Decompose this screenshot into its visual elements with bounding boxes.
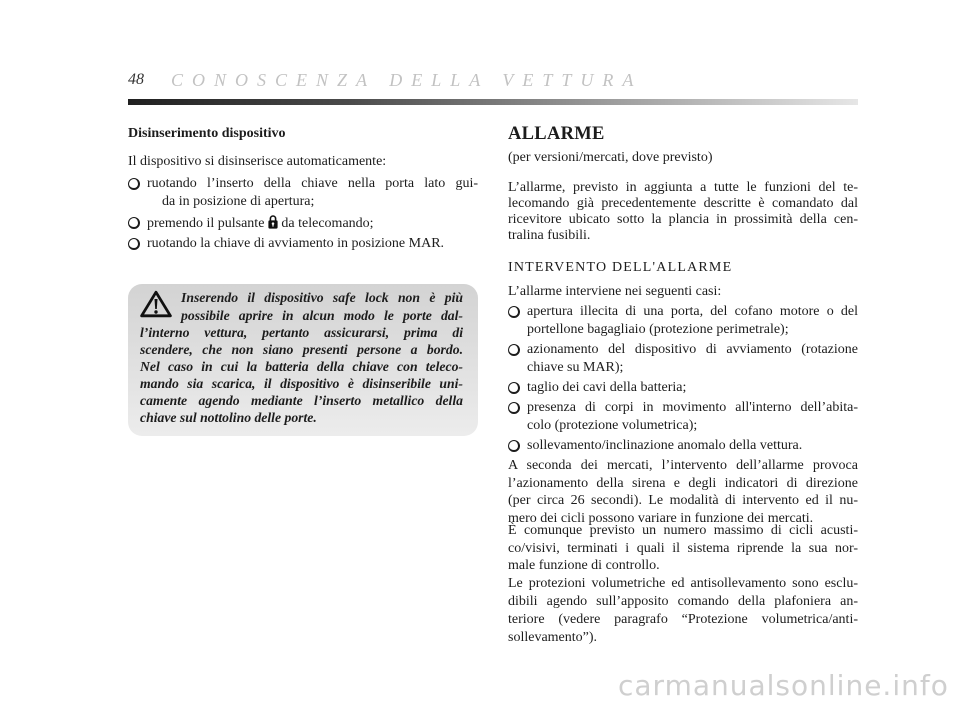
paragraph-line: ricevitore ubicato sotto la plancia in prossimità della cen- — [508, 212, 858, 227]
paragraph-line: L’allarme, previsto in aggiunta a tutte le funzioni del te- — [508, 180, 858, 195]
left-heading: Disinserimento dispositivo — [128, 126, 286, 141]
paragraph — [508, 457, 858, 528]
list-intro: L’allarme interviene nei seguenti casi: — [508, 284, 722, 299]
paragraph-line: male funzione di controllo. — [508, 558, 660, 574]
list-item — [508, 303, 858, 339]
section-subtitle: (per versioni/mercati, dove previsto) — [508, 150, 713, 165]
list-item-text: da telecomando; — [281, 216, 374, 231]
warning-line: camente agendo mediante l’inserto metallico della — [140, 393, 463, 409]
bullet-circle-icon — [508, 402, 520, 414]
paragraph — [508, 575, 858, 647]
bullet-circle-icon — [508, 382, 520, 394]
paragraph-line: teriore (vedere paragrafo “Protezione volumetrica/anti- — [508, 612, 858, 627]
warning-line: Inserendo il dispositivo safe lock non è più — [181, 290, 463, 306]
left-bullet-list — [128, 175, 478, 256]
watermark: carmanualsonline.info — [618, 669, 949, 702]
warning-line: possibile aprire in alcun modo le porte dal- — [181, 307, 463, 323]
list-item-line — [147, 214, 478, 232]
list-item — [508, 399, 858, 435]
list-item-line: apertura illecita di una porta, del cofano motore o del — [527, 304, 858, 319]
right-bullet-list — [508, 303, 858, 457]
subsection-heading: INTERVENTO DELL'ALLARME — [508, 260, 733, 275]
list-item-text: premendo il pulsante — [147, 216, 265, 231]
list-item — [508, 437, 858, 455]
warning-line: mando sia scarica, il dispositivo è disinseribile uni- — [140, 376, 463, 392]
paragraph-line: sollevamento”). — [508, 630, 598, 645]
paragraph-line: (per circa 26 secondi). Le modalità di intervento ed il nu- — [508, 493, 858, 509]
padlock-icon — [268, 214, 278, 235]
paragraph-line: dibili agendo sull’apposito comando della plafoniera an- — [508, 594, 858, 609]
left-intro: Il dispositivo si disinserisce automaticamente: — [128, 154, 387, 169]
paragraph — [508, 180, 858, 244]
section-heading-allarme: ALLARME — [508, 124, 605, 144]
paragraph-line: tralina fusibili. — [508, 228, 591, 243]
page-number: 48 — [128, 71, 144, 88]
warning-line: scendere, che non siano presenti persone a bordo. — [140, 341, 463, 357]
header-divider — [128, 99, 858, 105]
list-item-line: azionamento del dispositivo di avviamento (rotazione — [527, 342, 858, 357]
list-item-line: portellone bagagliaio (protezione perimetrale); — [527, 322, 789, 337]
warning-line: Nel caso in cui la batteria della chiave con teleco- — [140, 358, 463, 374]
list-item-line: colo (protezione volumetrica); — [527, 418, 698, 433]
list-item — [128, 175, 478, 211]
list-item — [508, 341, 858, 377]
bullet-circle-icon — [508, 440, 520, 452]
paragraph-line: l’azionamento della sirena e degli indicatori di direzione — [508, 475, 858, 491]
list-item-line: chiave su MAR); — [527, 360, 624, 375]
section-title: CONOSCENZA DELLA VETTURA — [171, 70, 643, 90]
bullet-circle-icon — [128, 217, 140, 229]
list-item-line: ruotando la chiave di avviamento in posizione MAR. — [147, 236, 445, 251]
list-item — [128, 214, 478, 232]
warning-line: l’interno vettura, pertanto assicurarsi, prima di — [140, 324, 463, 340]
paragraph — [508, 522, 858, 575]
paragraph-line: Le protezioni volumetriche ed antisollevamento sono esclu- — [508, 576, 858, 591]
list-item-line: taglio dei cavi della batteria; — [527, 380, 687, 395]
paragraph-line: mero dei cicli possono variare in funzione dei mercati. — [508, 511, 814, 527]
warning-text — [140, 289, 463, 426]
warning-line: chiave sul nottolino delle porte. — [140, 410, 317, 426]
bullet-circle-icon — [128, 238, 140, 250]
list-item-line: ruotando l’inserto della chiave nella porta lato gui- — [147, 176, 478, 191]
paragraph-line: lecomando già precedentemente descritte è comandato dal — [508, 196, 858, 211]
warning-box — [128, 284, 478, 436]
list-item — [128, 235, 478, 253]
paragraph-line: È comunque previsto un numero massimo di cicli acusti- — [508, 523, 858, 538]
list-item-line: da in posizione di apertura; — [162, 194, 315, 209]
bullet-circle-icon — [508, 306, 520, 318]
list-item — [508, 379, 858, 397]
list-item-line: sollevamento/inclinazione anomalo della vettura. — [527, 438, 803, 453]
paragraph-line: A seconda dei mercati, l’intervento dell’allarme provoca — [508, 458, 858, 473]
bullet-circle-icon — [128, 178, 140, 190]
bullet-circle-icon — [508, 344, 520, 356]
paragraph-line: co/visivi, terminati i quali il sistema riprende la sua nor- — [508, 540, 858, 556]
list-item-line: presenza di corpi in movimento all'interno dell’abita- — [527, 400, 858, 415]
